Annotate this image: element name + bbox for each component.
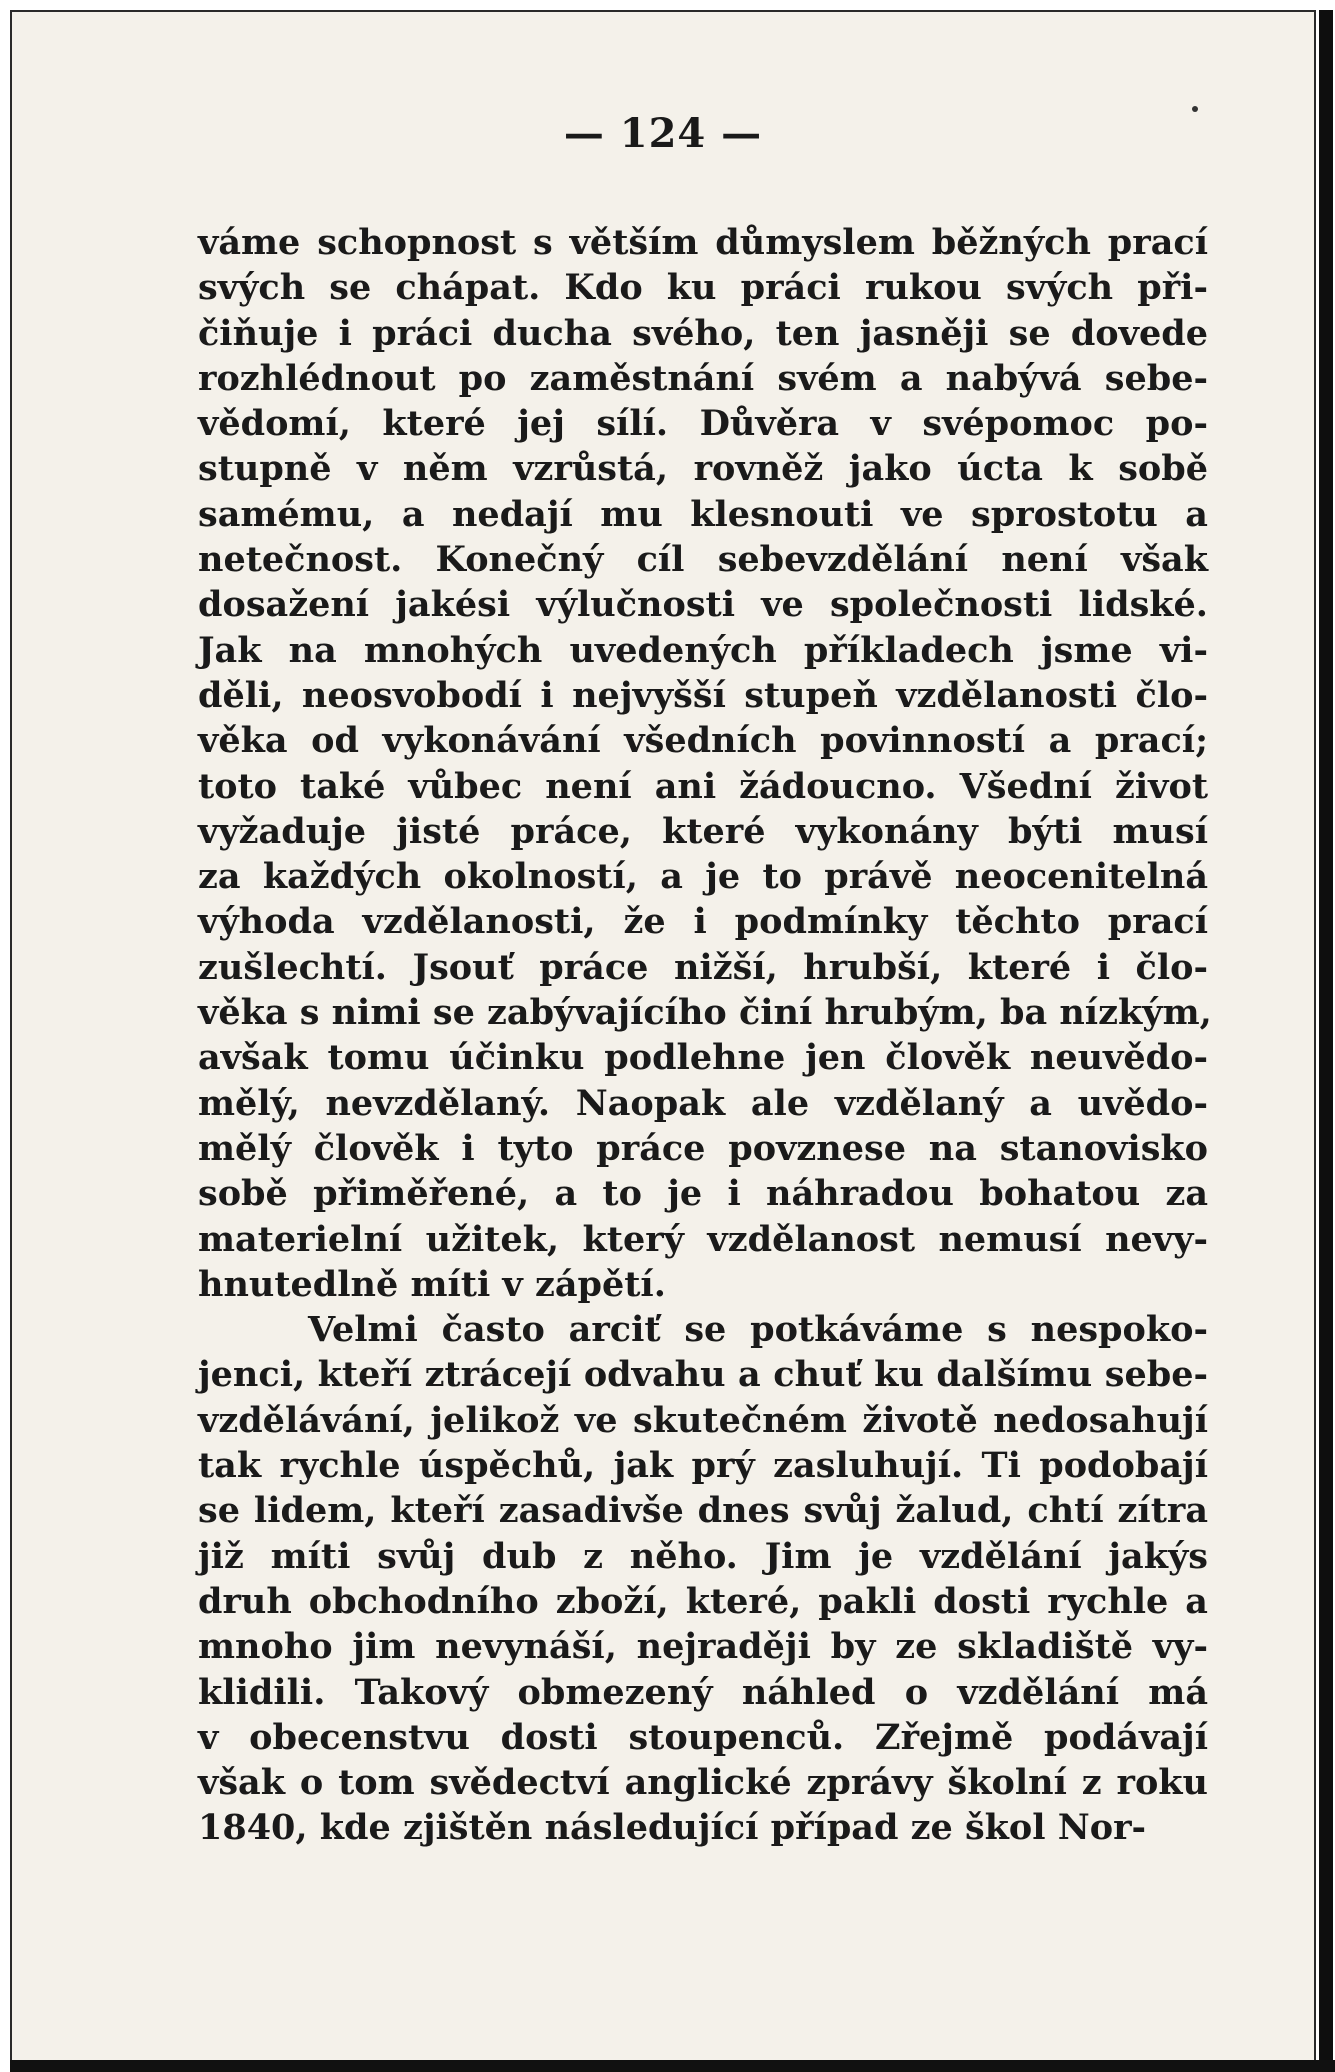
text-line: mnoho jim nevynáší, nejraději by ze skladiště vy- [198,1626,1208,1668]
text-line: Jak na mnohých uvedených příkladech jsme vi- [198,629,1208,671]
paragraph [198,220,1212,1307]
text-line: mělý člověk i tyto práce povznese na stanovisko [198,1127,1208,1169]
text-line: Velmi často arciť se potkáváme s nespoko- [308,1309,1208,1351]
text-line: toto také vůbec není ani žádoucno. Všední život [198,765,1208,807]
text-line: stupně v něm vzrůstá, rovněž jako úcta k sobě [198,448,1208,490]
paragraph [198,1307,1208,1851]
text-line: 1840, kde zjištěn následující případ ze škol Nor- [198,1807,1147,1849]
text-line: čiňuje i práci ducha svého, ten jasněji se dovede [198,312,1208,354]
text-line: mělý, nevzdělaný. Naopak ale vzdělaný a uvědo- [198,1082,1208,1124]
text-line: v obecenstvu dosti stoupenců. Zřejmě podávají [198,1716,1208,1758]
text-line: za každých okolností, a je to právě neocenitelná [198,856,1208,898]
page-number: — 124 — [563,110,763,157]
text-line: vyžaduje jisté práce, které vykonány býti musí [198,810,1208,852]
text-line: samému, a nedají mu klesnouti ve sprostotu a [198,493,1208,535]
text-line: avšak tomu účinku podlehne jen člověk neuvědo- [198,1037,1208,1079]
text-line: klidili. Takový obmezený náhled o vzdělání má [198,1671,1208,1713]
text-line: věka s nimi se zabývajícího činí hrubým, ba nízkým, [198,992,1212,1034]
text-line: děli, neosvobodí i nejvyšší stupeň vzdělanosti člo- [198,674,1208,716]
text-line: však o tom svědectví anglické zprávy školní z roku [198,1762,1208,1804]
text-line: druh obchodního zboží, které, pakli dosti rychle a [198,1580,1208,1622]
text-line: se lidem, kteří zasadivše dnes svůj žalud, chtí zítra [198,1490,1208,1532]
text-line: netečnost. Konečný cíl sebevzdělání není však [198,539,1208,581]
text-line: váme schopnost s větším důmyslem běžných prací [198,222,1208,263]
book-page [10,10,1316,2062]
text-line: tak rychle úspěchů, jak prý zasluhují. Ti podobají [198,1445,1208,1487]
text-line: vzdělávání, jelikož ve skutečném životě nedosahují [198,1399,1208,1441]
text-line: hnutedlně míti v zápětí. [198,1263,666,1305]
text-line: věka od vykonávání všedních povinností a prací; [198,720,1208,762]
printing-speck [1192,106,1198,112]
text-line: materielní užitek, který vzdělanost nemusí nevy- [198,1218,1208,1260]
text-line: zušlechtí. Jsouť práce nižší, hrubší, které i člo- [198,946,1208,988]
scan-frame-bottom-edge [10,2060,1335,2072]
text-line: svých se chápat. Kdo ku práci rukou svých při- [198,267,1208,309]
text-line: dosažení jakési výlučnosti ve společnosti lidské. [198,584,1208,626]
scan-frame-right-edge [1319,10,1333,2062]
text-line: vědomí, které jej sílí. Důvěra v svépomoc po- [198,403,1208,445]
text-line: jenci, kteří ztrácejí odvahu a chuť ku dalšímu sebe- [198,1354,1208,1396]
text-line: výhoda vzdělanosti, že i podmínky těchto prací [198,901,1208,943]
text-line: sobě přiměřené, a to je i náhradou bohatou za [198,1173,1208,1215]
text-line: již míti svůj dub z něho. Jim je vzdělání jakýs [198,1535,1208,1577]
body-text [198,220,1212,1851]
text-line: rozhlédnout po zaměstnání svém a nabývá sebe- [198,357,1208,399]
